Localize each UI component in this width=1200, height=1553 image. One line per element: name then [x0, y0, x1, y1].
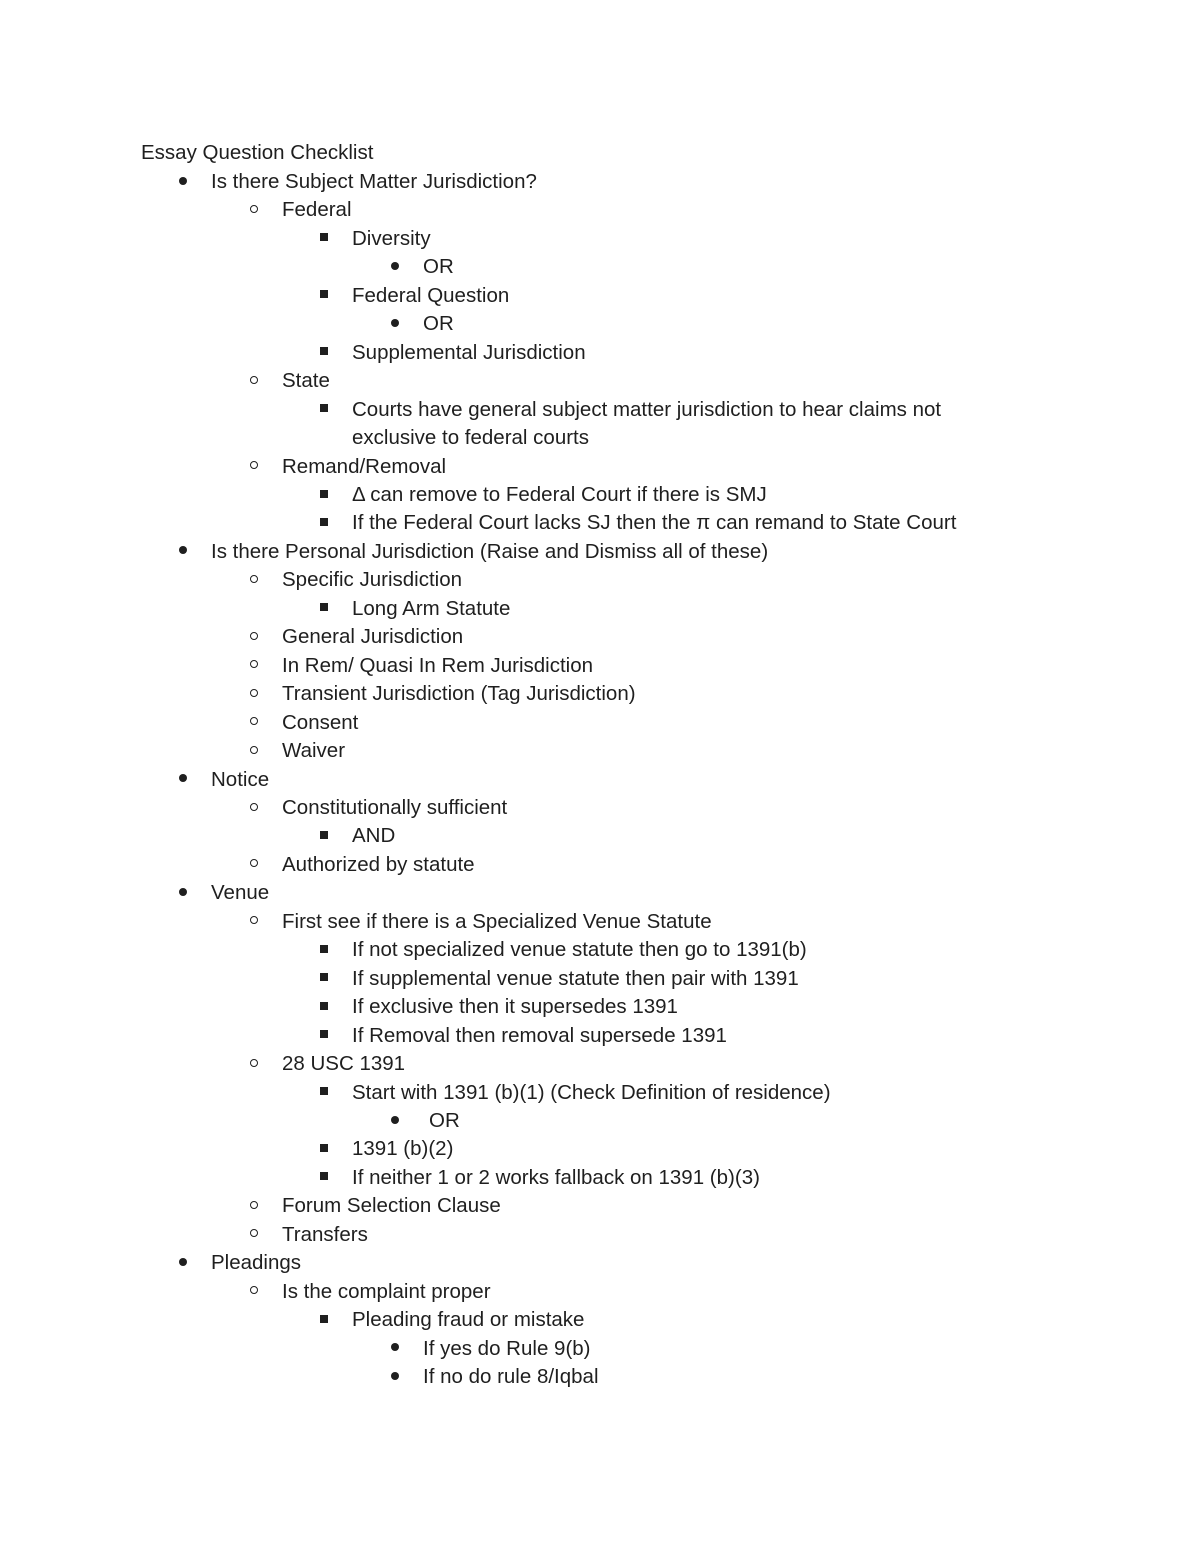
square-bullet-icon	[314, 282, 334, 310]
list-item-text: Long Arm Statute	[352, 596, 511, 620]
list-item	[0, 1221, 1200, 1249]
list-item	[0, 822, 992, 850]
list-item-text: Notice	[211, 767, 270, 791]
disc-bullet-icon	[385, 253, 405, 281]
list-item	[0, 1363, 1200, 1391]
list-item	[0, 623, 1200, 651]
list-item-text: If supplemental venue statute then pair with 1391	[352, 966, 799, 990]
list-item-text: OR	[429, 1108, 460, 1132]
list-item	[0, 396, 992, 453]
list-item-text: OR	[423, 312, 454, 336]
disc-bullet-icon	[173, 1249, 193, 1277]
list-item-text: Waiver	[282, 739, 346, 763]
list-item	[0, 1107, 1200, 1135]
list-item-text: If yes do Rule 9(b)	[423, 1336, 591, 1360]
list-item-text: Forum Selection Clause	[282, 1194, 501, 1218]
list-item-text: 1391 (b)(2)	[352, 1137, 454, 1161]
list-item-text: Courts have general subject matter jurisdiction to hear claims not exclusive to federal courts	[352, 397, 942, 450]
circle-bullet-icon	[244, 367, 264, 395]
circle-bullet-icon	[244, 623, 264, 651]
square-bullet-icon	[314, 1164, 334, 1192]
list-item-text: If neither 1 or 2 works fallback on 1391 (b)(3)	[352, 1165, 760, 1189]
square-bullet-icon	[314, 595, 334, 623]
list-item	[0, 538, 1200, 566]
circle-bullet-icon	[244, 737, 264, 765]
list-item-text: If Removal then removal supersede 1391	[352, 1023, 727, 1047]
list-item	[0, 737, 1200, 765]
list-item-text: Consent	[282, 710, 359, 734]
circle-bullet-icon	[244, 709, 264, 737]
list-item-text: Venue	[211, 881, 270, 905]
list-item-text: Is there Subject Matter Jurisdiction?	[211, 170, 537, 193]
list-item	[0, 595, 992, 623]
list-item-text: Is there Personal Jurisdiction (Raise and Dismiss all of these)	[211, 539, 769, 563]
list-item-text: Constitutionally sufficient	[282, 795, 508, 819]
square-bullet-icon	[314, 1022, 334, 1050]
square-bullet-icon	[314, 509, 334, 537]
list-item	[0, 1249, 1200, 1277]
list-item-text: Federal	[282, 198, 352, 222]
circle-bullet-icon	[244, 680, 264, 708]
list-item	[0, 1306, 992, 1334]
list-item	[0, 936, 992, 964]
circle-bullet-icon	[244, 908, 264, 936]
list-item	[0, 709, 1200, 737]
list-item	[0, 1192, 1200, 1220]
list-item	[0, 453, 1200, 481]
list-item	[0, 1335, 1200, 1363]
list-item-text: If not specialized venue statute then go to 1391(b)	[352, 938, 807, 962]
list-item-text: In Rem/ Quasi In Rem Jurisdiction	[282, 653, 594, 677]
list-item-text: Remand/Removal	[282, 454, 447, 478]
list-item	[0, 1135, 992, 1163]
list-item-text: Δ can remove to Federal Court if there is SMJ	[352, 482, 767, 506]
list-item-text: Start with 1391 (b)(1) (Check Definition of residence)	[352, 1080, 831, 1104]
square-bullet-icon	[314, 481, 334, 509]
list-item	[0, 993, 992, 1021]
circle-bullet-icon	[244, 794, 264, 822]
square-bullet-icon	[314, 1135, 334, 1163]
list-item-text: AND	[352, 824, 396, 848]
list-item-text: Specific Jurisdiction	[282, 568, 463, 592]
disc-bullet-icon	[173, 538, 193, 566]
list-item	[0, 1022, 992, 1050]
list-item	[0, 310, 1200, 338]
list-item-text: General Jurisdiction	[282, 625, 464, 649]
list-item	[0, 851, 1200, 879]
square-bullet-icon	[314, 965, 334, 993]
square-bullet-icon	[314, 993, 334, 1021]
list-item	[0, 908, 1200, 936]
disc-bullet-icon	[385, 1335, 405, 1363]
list-item	[0, 1050, 1200, 1078]
disc-bullet-icon	[173, 766, 193, 794]
list-item	[0, 652, 1200, 680]
disc-bullet-icon	[385, 1363, 405, 1391]
square-bullet-icon	[314, 1306, 334, 1334]
circle-bullet-icon	[244, 1221, 264, 1249]
list-item	[0, 1079, 992, 1107]
list-item	[0, 168, 1200, 196]
list-item-text: Transfers	[282, 1222, 368, 1246]
list-item-text: First see if there is a Specialized Venue Statute	[282, 909, 712, 933]
list-item-text: Pleadings	[211, 1251, 302, 1275]
list-item-text: If the Federal Court lacks SJ then the π can remand to State Court	[352, 511, 957, 535]
list-item	[0, 1164, 992, 1192]
disc-bullet-icon	[385, 310, 405, 338]
list-item	[0, 1278, 1200, 1306]
list-item-text: Diversity	[352, 226, 431, 250]
disc-bullet-icon	[173, 879, 193, 907]
circle-bullet-icon	[244, 1278, 264, 1306]
circle-bullet-icon	[244, 566, 264, 594]
document-title: Essay Question Checklist	[141, 141, 374, 164]
list-item-text: State	[282, 369, 330, 393]
list-item-text: Pleading fraud or mistake	[352, 1308, 585, 1332]
list-item	[0, 253, 1200, 281]
list-item	[0, 680, 1200, 708]
square-bullet-icon	[314, 396, 334, 424]
list-item	[0, 965, 992, 993]
checklist-outline	[0, 168, 1200, 1391]
square-bullet-icon	[314, 822, 334, 850]
circle-bullet-icon	[244, 196, 264, 224]
list-item	[0, 879, 1200, 907]
list-item	[0, 794, 1200, 822]
list-item	[0, 766, 1200, 794]
square-bullet-icon	[314, 936, 334, 964]
disc-bullet-icon	[173, 168, 193, 196]
list-item-text: Transient Jurisdiction (Tag Jurisdiction)	[282, 682, 636, 706]
list-item-text: OR	[423, 255, 454, 279]
square-bullet-icon	[314, 225, 334, 253]
list-item-text: 28 USC 1391	[282, 1052, 406, 1076]
circle-bullet-icon	[244, 1192, 264, 1220]
list-item-text: Federal Question	[352, 283, 510, 307]
circle-bullet-icon	[244, 453, 264, 481]
square-bullet-icon	[314, 1079, 334, 1107]
list-item	[0, 196, 1200, 224]
circle-bullet-icon	[244, 851, 264, 879]
list-item	[0, 339, 992, 367]
list-item	[0, 282, 992, 310]
list-item	[0, 367, 1200, 395]
list-item	[0, 566, 1200, 594]
list-item	[0, 225, 992, 253]
list-item-text: If exclusive then it supersedes 1391	[352, 995, 678, 1019]
list-item-text: Supplemental Jurisdiction	[352, 340, 586, 364]
disc-bullet-icon	[385, 1107, 405, 1135]
circle-bullet-icon	[244, 1050, 264, 1078]
list-item-text: If no do rule 8/Iqbal	[423, 1365, 599, 1389]
list-item	[0, 481, 992, 509]
list-item	[0, 509, 992, 537]
circle-bullet-icon	[244, 652, 264, 680]
square-bullet-icon	[314, 339, 334, 367]
list-item-text: Is the complaint proper	[282, 1279, 491, 1303]
list-item-text: Authorized by statute	[282, 852, 475, 876]
